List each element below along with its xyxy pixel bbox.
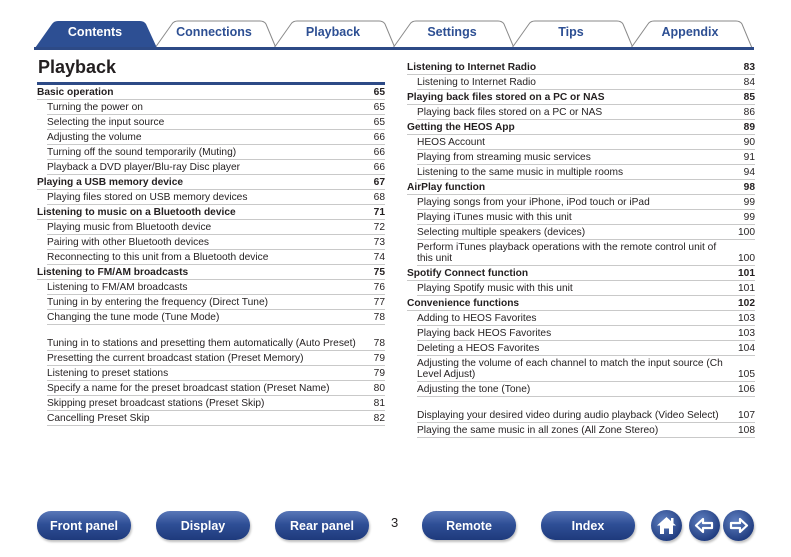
toc-page-number[interactable]: 103 bbox=[738, 313, 755, 324]
toc-page-number[interactable]: 101 bbox=[738, 268, 755, 279]
tab-contents[interactable]: Contents bbox=[67, 25, 123, 39]
toc-entry-label[interactable]: Selecting the input source bbox=[47, 117, 165, 128]
toc-entry-row[interactable] bbox=[47, 396, 385, 411]
toc-entry-row[interactable] bbox=[47, 235, 385, 250]
toc-page-number[interactable]: 75 bbox=[373, 267, 385, 278]
toc-entry-label[interactable]: Listening to preset stations bbox=[47, 368, 169, 379]
toc-entry-row[interactable] bbox=[417, 382, 755, 397]
toc-entry-label[interactable]: Specify a name for the preset broadcast station (Preset Name) bbox=[47, 383, 330, 394]
toc-entry-label[interactable]: Perform iTunes playback operations with the remote control unit of this unit bbox=[417, 242, 717, 264]
toc-page-number[interactable]: 78 bbox=[373, 338, 385, 349]
tab-bar bbox=[0, 0, 791, 52]
toc-entry-label[interactable]: Selecting multiple speakers (devices) bbox=[417, 227, 586, 238]
toc-page-number[interactable]: 65 bbox=[373, 117, 385, 128]
toc-entry-label[interactable]: Pairing with other Bluetooth devices bbox=[47, 237, 209, 248]
toc-section-row[interactable] bbox=[407, 296, 755, 311]
toc-page-number[interactable]: 107 bbox=[738, 410, 755, 421]
toc-entry-row[interactable] bbox=[417, 397, 755, 423]
back-button[interactable] bbox=[689, 510, 720, 541]
home-button[interactable] bbox=[651, 510, 682, 541]
toc-entry-label[interactable]: Convenience functions bbox=[407, 298, 520, 309]
toc-page-number[interactable]: 90 bbox=[743, 137, 755, 148]
toc-page-number[interactable]: 80 bbox=[373, 383, 385, 394]
toc-entry-label[interactable]: Basic operation bbox=[37, 87, 114, 98]
toc-entry-label[interactable]: Playing a USB memory device bbox=[37, 177, 184, 188]
toc-entry-row[interactable] bbox=[47, 190, 385, 205]
toc-entry-label[interactable]: Cancelling Preset Skip bbox=[47, 413, 150, 424]
toc-page-number[interactable]: 65 bbox=[373, 102, 385, 113]
home-icon bbox=[651, 510, 682, 541]
page-title: Playback bbox=[38, 57, 117, 77]
toc-entry-row[interactable] bbox=[47, 411, 385, 426]
toc-entry-label[interactable]: Displaying your desired video during audio playback (Video Select) bbox=[417, 410, 719, 421]
toc-entry-label[interactable]: Listening to FM/AM broadcasts bbox=[47, 282, 188, 293]
toc-page-number[interactable]: 103 bbox=[738, 328, 755, 339]
toc-section-row[interactable] bbox=[37, 265, 385, 280]
toc-entry-label[interactable]: Listening to Internet Radio bbox=[407, 62, 537, 73]
toc-entry-row[interactable] bbox=[47, 115, 385, 130]
toc-page-number[interactable]: 66 bbox=[373, 132, 385, 143]
toc-page-number[interactable]: 65 bbox=[373, 87, 385, 98]
toc-page-number[interactable]: 108 bbox=[738, 425, 755, 436]
arrow-left-icon bbox=[689, 510, 720, 541]
toc-entry-label[interactable]: Playing the same music in all zones (All Zone Stereo) bbox=[417, 425, 659, 436]
toc-entry-row[interactable] bbox=[417, 195, 755, 210]
toc-entry-label[interactable]: Deleting a HEOS Favorites bbox=[417, 343, 540, 354]
toc-page-number[interactable]: 67 bbox=[373, 177, 385, 188]
toc-page-number[interactable]: 78 bbox=[373, 312, 385, 323]
toc-left-column bbox=[37, 85, 385, 426]
toc-entry-label[interactable]: Adjusting the volume of each channel to match the input source (Ch Level Adjust) bbox=[417, 358, 723, 380]
toc-entry-label[interactable]: Playing iTunes music with this unit bbox=[417, 212, 572, 223]
toc-page-number[interactable]: 71 bbox=[373, 207, 385, 218]
toc-entry-row[interactable] bbox=[47, 381, 385, 396]
toc-page-number[interactable]: 83 bbox=[743, 62, 755, 73]
toc-page-number[interactable]: 66 bbox=[373, 147, 385, 158]
toc-entry-label[interactable]: AirPlay function bbox=[407, 182, 486, 193]
toc-entry-row[interactable] bbox=[47, 351, 385, 366]
toc-entry-label[interactable]: Playback a DVD player/Blu-ray Disc player bbox=[47, 162, 241, 173]
toc-entry-label[interactable]: Getting the HEOS App bbox=[407, 122, 515, 133]
toc-page-number[interactable]: 106 bbox=[738, 384, 755, 395]
toc-entry-row[interactable] bbox=[47, 280, 385, 295]
toc-page-number[interactable]: 68 bbox=[373, 192, 385, 203]
toc-entry-label[interactable]: Adjusting the volume bbox=[47, 132, 142, 143]
toc-section-row[interactable] bbox=[407, 90, 755, 105]
toc-entry-row[interactable] bbox=[47, 310, 385, 325]
toc-entry-label[interactable]: Adjusting the tone (Tone) bbox=[417, 384, 531, 395]
toc-entry-row[interactable] bbox=[47, 366, 385, 381]
toc-page-number[interactable]: 76 bbox=[373, 282, 385, 293]
toc-section-row[interactable] bbox=[407, 266, 755, 281]
toc-page-number[interactable]: 77 bbox=[373, 297, 385, 308]
toc-entry-row[interactable] bbox=[417, 210, 755, 225]
toc-right-column bbox=[407, 60, 755, 438]
front-panel-button[interactable]: Front panel bbox=[37, 511, 131, 540]
toc-entry-row[interactable] bbox=[47, 160, 385, 175]
arrow-right-icon bbox=[723, 510, 754, 541]
page-number: 3 bbox=[391, 515, 399, 530]
toc-entry-label[interactable]: Turning the power on bbox=[47, 102, 143, 113]
remote-button[interactable]: Remote bbox=[422, 511, 516, 540]
toc-page-number[interactable]: 101 bbox=[738, 283, 755, 294]
toc-page-number[interactable]: 91 bbox=[743, 152, 755, 163]
toc-entry-row[interactable] bbox=[47, 220, 385, 235]
toc-entry-label[interactable]: Playing files stored on USB memory devices bbox=[47, 192, 248, 203]
rear-panel-button[interactable]: Rear panel bbox=[275, 511, 369, 540]
tab-settings[interactable]: Settings bbox=[427, 25, 477, 39]
toc-page-number[interactable]: 99 bbox=[743, 212, 755, 223]
toc-page-number[interactable]: 100 bbox=[738, 227, 755, 238]
index-button[interactable]: Index bbox=[541, 511, 635, 540]
toc-entry-row[interactable] bbox=[47, 250, 385, 265]
toc-page-number[interactable]: 99 bbox=[743, 197, 755, 208]
toc-entry-label[interactable]: Listening to Internet Radio bbox=[417, 77, 536, 88]
toc-page-number[interactable]: 66 bbox=[373, 162, 385, 173]
toc-entry-row[interactable] bbox=[417, 281, 755, 296]
toc-entry-label[interactable]: Turning off the sound temporarily (Muting) bbox=[47, 147, 237, 158]
tab-tips[interactable]: Tips bbox=[558, 25, 584, 39]
toc-page-number[interactable]: 84 bbox=[743, 77, 755, 88]
toc-page-number[interactable]: 86 bbox=[743, 107, 755, 118]
toc-entry-label[interactable]: Spotify Connect function bbox=[407, 268, 529, 279]
toc-entry-label[interactable]: Tuning in by entering the frequency (Direct Tune) bbox=[47, 297, 269, 308]
toc-entry-label[interactable]: Changing the tune mode (Tune Mode) bbox=[47, 312, 220, 323]
toc-entry-label[interactable]: Reconnecting to this unit from a Bluetooth device bbox=[47, 252, 269, 263]
toc-page-number[interactable]: 72 bbox=[373, 222, 385, 233]
toc-entry-row[interactable] bbox=[417, 356, 755, 382]
toc-page-number[interactable]: 82 bbox=[373, 413, 385, 424]
toc-page-number[interactable]: 79 bbox=[373, 353, 385, 364]
toc-entry-row[interactable] bbox=[417, 225, 755, 240]
tab-playback[interactable]: Playback bbox=[305, 25, 361, 39]
toc-page-number[interactable]: 94 bbox=[743, 167, 755, 178]
toc-page-number[interactable]: 105 bbox=[738, 369, 755, 380]
toc-entry-label[interactable]: Playing Spotify music with this unit bbox=[417, 283, 573, 294]
toc-page-number[interactable]: 73 bbox=[373, 237, 385, 248]
toc-entry-row[interactable] bbox=[417, 311, 755, 326]
toc-entry-label[interactable]: Presetting the current broadcast station (Preset Memory) bbox=[47, 353, 304, 364]
toc-section-row[interactable] bbox=[407, 60, 755, 75]
toc-entry-row[interactable] bbox=[417, 135, 755, 150]
toc-section-row[interactable] bbox=[407, 120, 755, 135]
toc-entry-label[interactable]: Playing back files stored on a PC or NAS bbox=[407, 92, 605, 103]
toc-entry-label[interactable]: Playing from streaming music services bbox=[417, 152, 591, 163]
toc-entry-row[interactable] bbox=[417, 341, 755, 356]
toc-page-number[interactable]: 104 bbox=[738, 343, 755, 354]
toc-page-number[interactable]: 79 bbox=[373, 368, 385, 379]
toc-page-number[interactable]: 102 bbox=[738, 298, 755, 309]
toc-entry-row[interactable] bbox=[417, 165, 755, 180]
toc-page-number[interactable]: 89 bbox=[743, 122, 755, 133]
tab-connections[interactable]: Connections bbox=[176, 25, 252, 39]
toc-entry-label[interactable]: HEOS Account bbox=[417, 137, 485, 148]
toc-entry-label[interactable]: Playing back files stored on a PC or NAS bbox=[417, 107, 603, 118]
toc-entry-label[interactable]: Listening to FM/AM broadcasts bbox=[37, 267, 189, 278]
toc-entry-row[interactable] bbox=[47, 325, 385, 351]
toc-entry-label[interactable]: Adding to HEOS Favorites bbox=[417, 313, 537, 324]
toc-page-number[interactable]: 81 bbox=[373, 398, 385, 409]
toc-entry-label[interactable]: Listening to music on a Bluetooth device bbox=[37, 207, 236, 218]
toc-page-number[interactable]: 98 bbox=[743, 182, 755, 193]
toc-entry-label[interactable]: Skipping preset broadcast stations (Preset Skip) bbox=[47, 398, 265, 409]
toc-entry-row[interactable] bbox=[417, 240, 755, 266]
toc-entry-row[interactable] bbox=[417, 150, 755, 165]
toc-entry-label[interactable]: Tuning in to stations and presetting them automatically (Auto Preset) bbox=[47, 338, 356, 349]
toc-entry-row[interactable] bbox=[417, 423, 755, 438]
toc-entry-row[interactable] bbox=[47, 130, 385, 145]
display-button[interactable]: Display bbox=[156, 511, 250, 540]
toc-entry-row[interactable] bbox=[417, 105, 755, 120]
toc-entry-row[interactable] bbox=[417, 326, 755, 341]
toc-page-number[interactable]: 85 bbox=[743, 92, 755, 103]
toc-entry-label[interactable]: Listening to the same music in multiple rooms bbox=[417, 167, 624, 178]
toc-page-number[interactable]: 100 bbox=[738, 253, 755, 264]
toc-section-row[interactable] bbox=[37, 175, 385, 190]
toc-page-number[interactable]: 74 bbox=[373, 252, 385, 263]
toc-section-row[interactable] bbox=[37, 205, 385, 220]
toc-entry-label[interactable]: Playing songs from your iPhone, iPod touch or iPad bbox=[417, 197, 650, 208]
toc-section-row[interactable] bbox=[407, 180, 755, 195]
toc-section-row[interactable] bbox=[37, 85, 385, 100]
forward-button[interactable] bbox=[723, 510, 754, 541]
toc-entry-label[interactable]: Playing back HEOS Favorites bbox=[417, 328, 552, 339]
toc-entry-row[interactable] bbox=[417, 75, 755, 90]
toc-entry-row[interactable] bbox=[47, 145, 385, 160]
toc-entry-label[interactable]: Playing music from Bluetooth device bbox=[47, 222, 212, 233]
toc-entry-row[interactable] bbox=[47, 295, 385, 310]
tab-appendix[interactable]: Appendix bbox=[661, 25, 719, 39]
toc-entry-row[interactable] bbox=[47, 100, 385, 115]
